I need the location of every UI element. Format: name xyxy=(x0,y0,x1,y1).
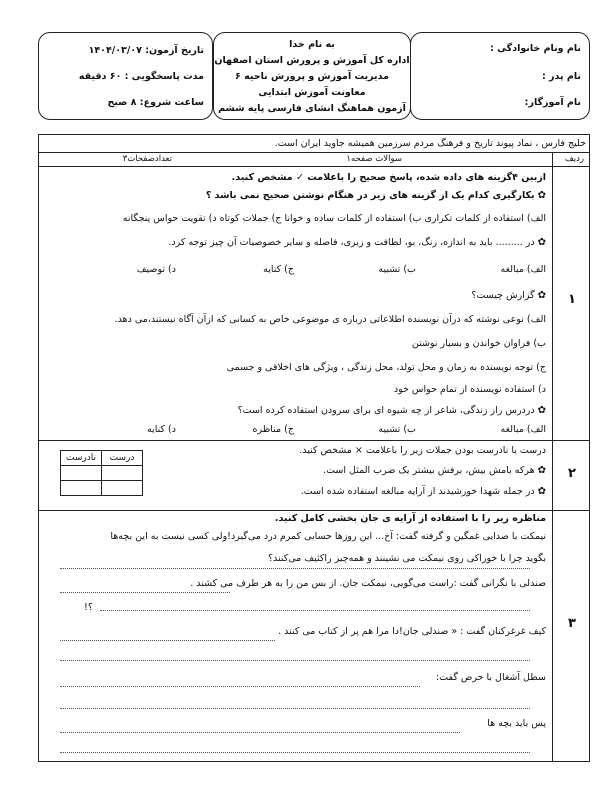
q1a-options[interactable]: الف) استفاده از کلمات تکراری ب) استفاده از کلمات ساده و خوانا ج) جملات کوتاه د) تقویت حواس پنجگانه xyxy=(122,213,546,224)
answer-line[interactable] xyxy=(60,568,530,569)
clover-bullet-icon: ✿ xyxy=(537,465,546,476)
q3-paragraph-7: پس باید بچه ها xyxy=(487,718,546,729)
questions-page-label: سوالات صفحه۱ xyxy=(346,154,402,164)
q1d-stem: ✿دردرس راز زندگی، شاعر از چه شیوه ای برای سرودن استفاده کرده است؟ xyxy=(237,405,546,416)
q3-instruction: مناظره زیر را با استفاده از آرایه ی جان بخشی کامل کنید. xyxy=(274,513,546,524)
answer-line[interactable] xyxy=(60,686,420,687)
q2-statement-2: ✿در جمله شهدا خورشیدند از آرایه مبالغه استفاده شده است. xyxy=(300,486,546,497)
answer-cell[interactable] xyxy=(61,481,102,496)
q1c-stem: ✿گزارش چیست؟ xyxy=(471,290,546,301)
false-column-header: نادرست xyxy=(61,451,102,466)
answer-cell[interactable] xyxy=(102,466,143,481)
clover-bullet-icon: ✿ xyxy=(537,237,546,248)
q1b-stem: ✿در ......... باید به اندازه، رنگ، بو، لطافت و زبری، فاصله و سایر خصوصیات آن چیز توجه کرد. xyxy=(168,237,546,248)
question-1-number: ۱ xyxy=(568,292,576,307)
answer-line[interactable] xyxy=(60,752,530,753)
q1d-option-c[interactable]: ج) مناظره xyxy=(252,424,294,435)
q1c-option-d[interactable]: د) استفاده نویسنده از تمام حواس خود xyxy=(393,384,546,395)
exam-title-box xyxy=(213,32,411,120)
banner-text: خلیج فارس ، نماد پیوند تاریخ و فرهنگ مردم سرزمین همیشه جاوید ایران است. xyxy=(274,138,586,149)
q1b-option-c[interactable]: ج) کنایه xyxy=(263,264,294,275)
answer-line[interactable] xyxy=(60,640,275,641)
q3-punctuation: !؟ xyxy=(84,602,93,613)
exam-meta-box xyxy=(38,32,213,120)
exam-title: آزمون هماهنگ انشای فارسی پایه ششم xyxy=(218,103,406,114)
answer-line[interactable] xyxy=(100,610,530,611)
org-name: اداره کل آموزش و پرورش استان اصفهان xyxy=(214,55,410,66)
row-label: ردیف xyxy=(564,154,584,164)
clover-bullet-icon: ✿ xyxy=(537,190,546,201)
student-info-box xyxy=(410,32,590,120)
q1b-option-a[interactable]: الف) مبالغه xyxy=(500,264,546,275)
q1a-stem: ✿بکارگیری کدام یک از گزینه های زیر در هنگام نوشتن صحیح نمی باشد ؟ xyxy=(205,190,546,201)
exam-date: تاریخ آزمون: ۱۴۰۴/۰۳/۰۷ xyxy=(88,45,204,56)
bismillah: به نام خدا xyxy=(289,39,335,50)
question-2-number: ۲ xyxy=(568,466,576,481)
q1b-option-b[interactable]: ب) تشبیه xyxy=(378,264,416,275)
q3-paragraph-5: کیف غرغرکنان گفت : « صندلی جان!دا مرا هم پر از کتاب می کنند . xyxy=(278,626,546,637)
q1b-option-d[interactable]: د) توصیف xyxy=(136,264,176,275)
q1c-option-b[interactable]: ب) فراوان خواندن و بسیار نوشتن xyxy=(411,338,546,349)
teacher-label: نام آموزگار: xyxy=(524,97,581,108)
deputy-name: معاونت آموزش ابتدایی xyxy=(258,87,366,98)
answer-line[interactable] xyxy=(60,660,530,661)
clover-bullet-icon: ✿ xyxy=(537,486,546,497)
q1c-option-a[interactable]: الف) نوعی نوشته که درآن نویسنده اطلاعاتی درباره ی موضوعی خاص به کسانی که ازآن آگاه نیستند،می دهد. xyxy=(114,314,546,325)
answer-line[interactable] xyxy=(60,708,530,709)
exam-start: ساعت شروع: ۸ صبح xyxy=(107,97,204,108)
q1d-option-d[interactable]: د) کنایه xyxy=(147,424,176,435)
q3-paragraph-1: نیمکت با صدایی غمگین و گرفته گفت: آخ... این روزها حسابی کمرم درد می‌گیرد!ولی کسی نیست به این بچه‌ها xyxy=(110,531,546,542)
district-name: مدیریت آموزش و پرورش ناحیه ۶ xyxy=(235,71,389,82)
answer-line[interactable] xyxy=(60,732,460,733)
q1d-option-b[interactable]: ب) تشبیه xyxy=(378,424,416,435)
exam-duration: مدت پاسخگویی : ۶۰ دقیقه xyxy=(78,71,204,82)
true-false-table xyxy=(60,450,143,496)
answer-line[interactable] xyxy=(60,592,230,593)
pages-count-label: تعدادصفحات۳ xyxy=(122,154,172,164)
clover-bullet-icon: ✿ xyxy=(537,405,546,416)
q2-statement-1: ✿هرکه بامش بیش، برفش بیشتر یک ضرب المثل است. xyxy=(323,465,546,476)
q3-paragraph-3: صندلی با نگرانی گفت :راست می‌گویی، نیمکت جان. از بس من را به هر طرف می کشند . xyxy=(190,578,546,589)
true-column-header: درست xyxy=(102,451,143,466)
clover-bullet-icon: ✿ xyxy=(537,290,546,301)
father-label: نام پدر : xyxy=(541,71,581,82)
q2-instruction: درست یا نادرست بودن جملات زیر را باعلامت × مشخص کنید. xyxy=(299,445,546,456)
q1c-option-c[interactable]: ج) توجه نویسنده به زمان و محل تولد، محل زندگی ، ویژگی های اخلاقی و جسمی xyxy=(226,362,546,373)
name-label: نام ونام خانوادگی : xyxy=(489,43,581,54)
answer-cell[interactable] xyxy=(61,466,102,481)
q3-paragraph-2: بگوید چرا با خوراکی روی نیمکت می نشینند و همه‌چیز راکثیف می‌کنند؟ xyxy=(267,553,546,564)
question-3-number: ۳ xyxy=(568,616,576,631)
q3-paragraph-6: سطل آشغال با حرص گفت: xyxy=(435,672,546,683)
answer-cell[interactable] xyxy=(102,481,143,496)
q1-instruction: ازبین ۴گزینه های داده شده، پاسخ صحیح را باعلامت ✓ مشخص کنید. xyxy=(231,172,546,183)
q1d-option-a[interactable]: الف) مبالغه xyxy=(500,424,546,435)
